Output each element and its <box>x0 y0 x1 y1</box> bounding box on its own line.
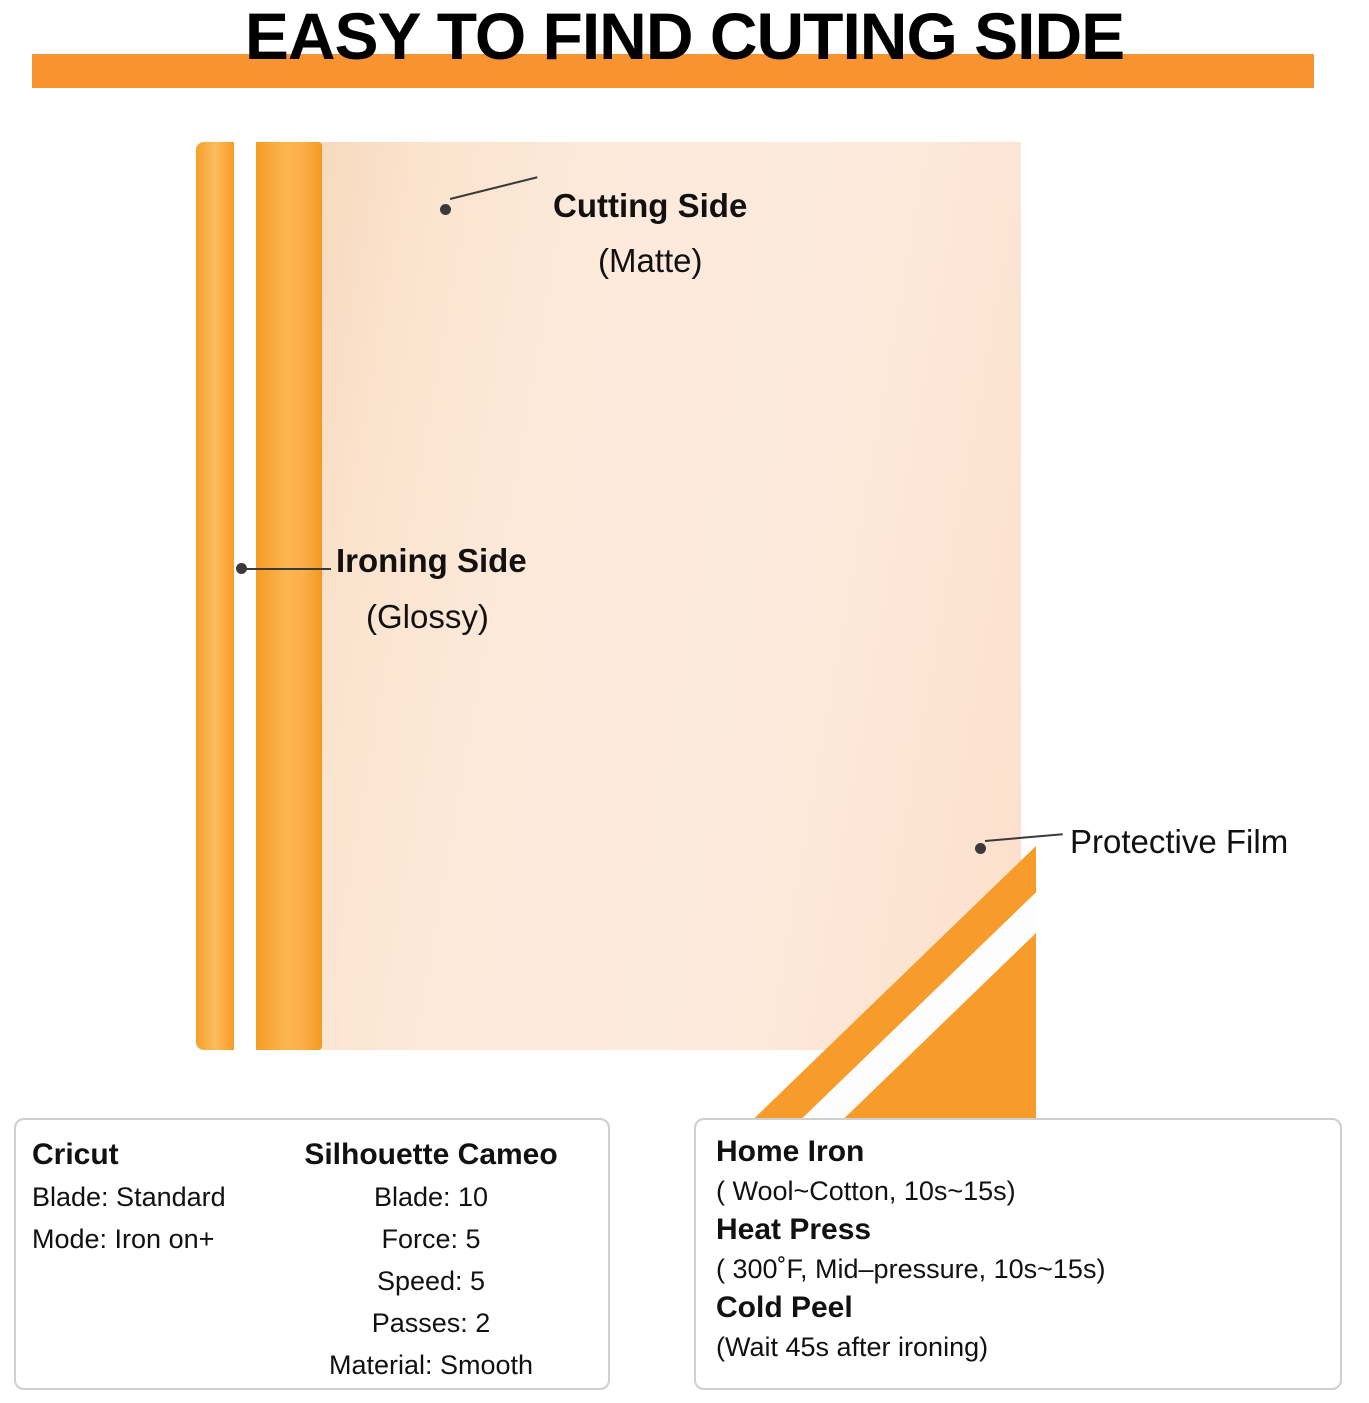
cold-peel-detail: (Wait 45s after ironing) <box>716 1332 989 1362</box>
callout-dot-cutting-side <box>440 204 451 215</box>
silhouette-title: Silhouette Cameo <box>304 1138 558 1171</box>
cricut-line-mode: Mode: Iron on+ <box>32 1224 215 1254</box>
silhouette-line-material: Material: Smooth <box>328 1350 534 1380</box>
callout-leader-ironing-side <box>246 568 331 570</box>
callout-dot-protective-film <box>975 843 986 854</box>
callout-label-ironing-side: Ironing Side <box>336 542 527 579</box>
home-iron-title: Home Iron <box>716 1135 865 1168</box>
machine-settings-box <box>14 1118 610 1390</box>
heat-application-list <box>716 1132 1328 1366</box>
header-banner <box>0 0 1369 100</box>
roll-white-gap <box>234 142 256 1050</box>
cricut-line-blade: Blade: Standard <box>32 1182 226 1212</box>
silhouette-line-force: Force: 5 <box>381 1224 481 1254</box>
cold-peel-title: Cold Peel <box>716 1291 853 1324</box>
cricut-settings <box>32 1134 292 1260</box>
silhouette-line-blade: Blade: 10 <box>373 1182 489 1212</box>
callout-sublabel-ironing-side: (Glossy) <box>366 598 489 635</box>
heat-press-title: Heat Press <box>716 1213 872 1246</box>
silhouette-settings <box>266 1134 596 1386</box>
heat-application-box <box>694 1118 1342 1390</box>
silhouette-line-passes: Passes: 2 <box>371 1308 491 1338</box>
heat-press-detail: ( 300˚F, Mid–pressure, 10s~15s) <box>716 1254 1106 1284</box>
home-iron-detail: ( Wool~Cotton, 10s~15s) <box>716 1176 1016 1206</box>
vinyl-roll-illustration <box>0 110 1369 1070</box>
roll-edge-left <box>196 142 234 1050</box>
callout-sublabel-cutting-side: (Matte) <box>598 242 703 279</box>
page-title: EASY TO FIND CUTING SIDE <box>244 0 1125 73</box>
peeled-corner <box>718 828 1028 1128</box>
roll-glossy-side <box>256 142 322 1050</box>
cricut-title: Cricut <box>32 1138 119 1171</box>
callout-label-cutting-side: Cutting Side <box>553 187 748 224</box>
callout-label-protective-film: Protective Film <box>1070 823 1289 860</box>
silhouette-line-speed: Speed: 5 <box>376 1266 486 1296</box>
